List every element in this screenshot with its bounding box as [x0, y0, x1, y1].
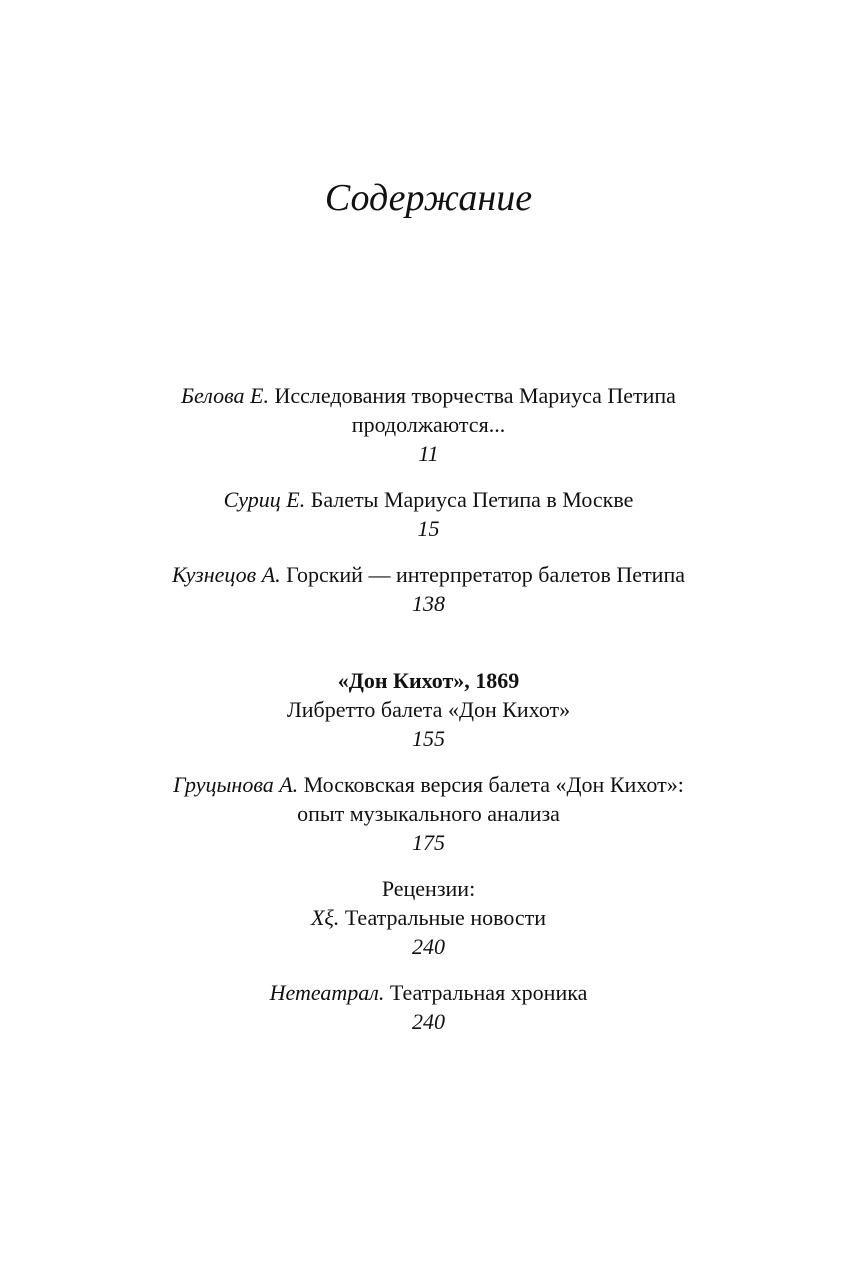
table-of-contents	[0, 381, 857, 1036]
toc-entry-author: Нетеатрал.	[269, 980, 385, 1005]
toc-entry-title-line	[0, 770, 857, 799]
toc-entry-page-number: 138	[412, 591, 445, 616]
toc-group-reviews	[0, 874, 857, 961]
toc-entry-kuznetsov[interactable]	[0, 560, 857, 618]
toc-entry-theatre-chronicle[interactable]	[0, 978, 857, 1036]
section-heading: «Дон Кихот», 1869	[337, 668, 520, 693]
toc-entry-author: Суриц Е.	[223, 487, 306, 512]
toc-entry-title: Либретто балета «Дон Кихот»	[286, 697, 571, 722]
group-label: Рецензии:	[381, 876, 476, 901]
toc-entry-title-line	[0, 560, 857, 589]
toc-entry-author: Белова Е.	[181, 383, 269, 408]
toc-entry-belova[interactable]	[0, 381, 857, 468]
toc-entry-grutsynova[interactable]	[0, 770, 857, 857]
toc-entry-title-line	[0, 381, 857, 410]
toc-entry-page-number: 175	[412, 830, 445, 855]
toc-entry-page-number: 155	[412, 726, 445, 751]
toc-entry-title: Горский — интерпретатор балетов Петипа	[286, 562, 685, 587]
toc-entry-title-continued: продолжаются...	[351, 412, 506, 437]
toc-entry-title: Театральная хроника	[389, 980, 588, 1005]
toc-entry-author: Xξ.	[310, 905, 340, 930]
toc-entry-title: Театральные новости	[344, 905, 547, 930]
toc-entry-title-line	[0, 903, 857, 932]
toc-entry-title: Исследования творчества Мариуса Петипа	[274, 383, 676, 408]
toc-entry-author: Груцынова А.	[173, 772, 299, 797]
toc-entry-title-line	[0, 485, 857, 514]
toc-entry-libretto[interactable]	[0, 695, 857, 753]
toc-entry-title: Московская версия балета «Дон Кихот»:	[303, 772, 684, 797]
toc-entry-page-number: 11	[418, 441, 439, 466]
page-title: Содержание	[324, 177, 533, 219]
toc-entry-title-line	[0, 978, 857, 1007]
toc-section-don-quixote	[0, 666, 857, 753]
toc-entry-page-number: 240	[412, 1009, 445, 1034]
toc-entry-title: Балеты Мариуса Петипа в Москве	[310, 487, 634, 512]
toc-entry-title-continued: опыт музыкального анализа	[297, 801, 560, 826]
toc-entry-page-number: 15	[417, 516, 440, 541]
toc-entry-surits[interactable]	[0, 485, 857, 543]
toc-entry-theatre-news[interactable]	[0, 903, 857, 961]
toc-entry-page-number: 240	[412, 934, 445, 959]
toc-entry-author: Кузнецов А.	[171, 562, 281, 587]
